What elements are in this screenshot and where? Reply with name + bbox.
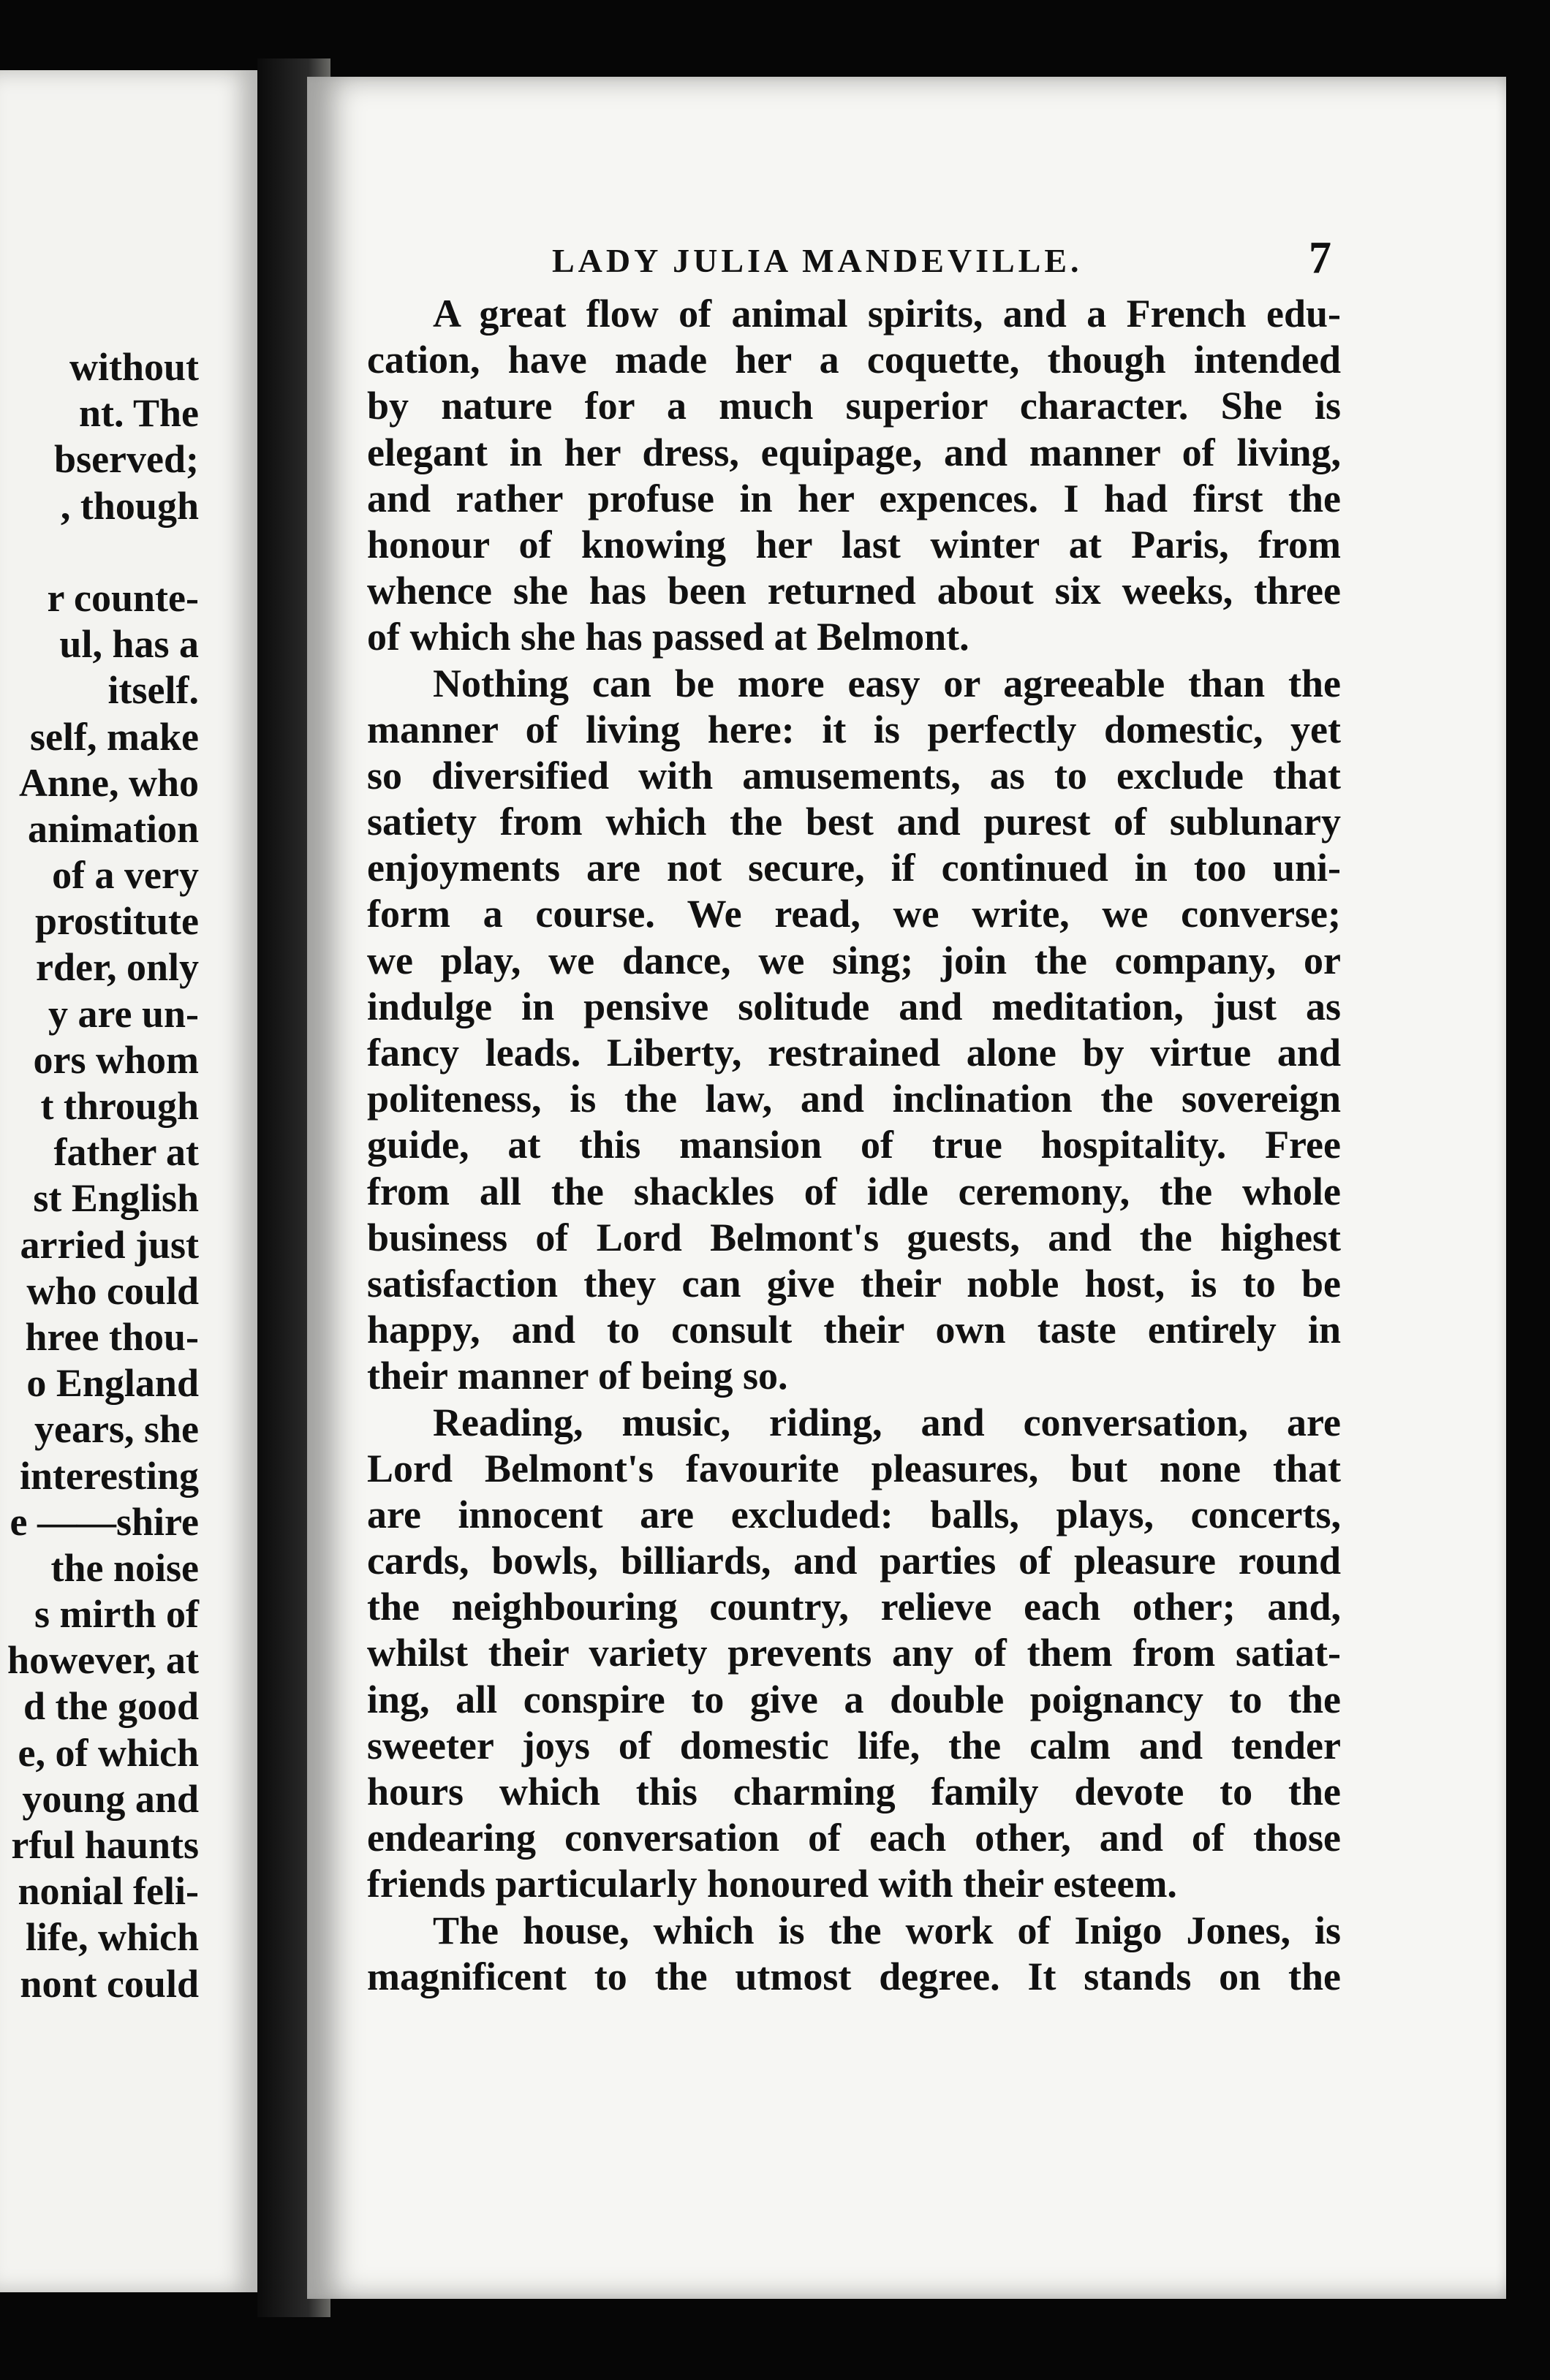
left-page-line: life, which (26, 1915, 199, 1960)
left-page-line: t through (40, 1084, 199, 1128)
left-page-line: nt. The (78, 391, 199, 436)
running-head: LADY JULIA MANDEVILLE. (552, 242, 1083, 279)
left-page-line: however, at (7, 1638, 199, 1683)
left-page-line: o England (26, 1361, 199, 1406)
left-page-line: e, of which (18, 1730, 199, 1775)
left-page-line: e ——shire (10, 1499, 199, 1544)
text-line: endearing conversation of each other, and of those (367, 1816, 1341, 1860)
text-line: The house, which is the work of Inigo Jones, is (433, 1908, 1341, 1952)
text-line: cation, have made her a coquette, though intended (367, 338, 1341, 382)
left-page-line: animation (27, 806, 199, 851)
text-line: manner of living here: it is perfectly domestic, yet (367, 707, 1341, 751)
text-line: politeness, is the law, and inclination the sovereign (367, 1077, 1341, 1121)
left-page-line: nont could (20, 1961, 199, 2006)
text-line: satiety from which the best and purest of sublunary (367, 800, 1341, 844)
left-page-line: years, she (34, 1407, 199, 1452)
left-page-line: s mirth of (34, 1592, 199, 1637)
text-line: Reading, music, riding, and conversation, are (433, 1400, 1341, 1444)
text-line: of which she has passed at Belmont. (367, 615, 969, 659)
text-line: the neighbouring country, relieve each other; and, (367, 1585, 1341, 1629)
left-page-line: of a very (52, 853, 199, 898)
text-line: by nature for a much superior character. She is (367, 384, 1341, 428)
left-page-line: father at (53, 1130, 199, 1175)
left-page-line: without (69, 345, 199, 389)
page-number: 7 (1309, 233, 1331, 283)
left-page-line: , though (60, 483, 199, 528)
left-page-line: y are un- (48, 991, 199, 1036)
left-page-line: hree thou- (25, 1314, 199, 1359)
text-line: business of Lord Belmont's guests, and the highest (367, 1215, 1341, 1259)
left-page-line: bserved; (54, 437, 199, 482)
left-page-line: ors whom (33, 1037, 199, 1082)
left-page-line: Anne, who (18, 760, 199, 805)
text-line: Nothing can be more easy or agreeable than the (433, 661, 1341, 705)
left-page-line: who could (26, 1268, 199, 1313)
left-page-line: prostitute (35, 899, 199, 944)
text-line: satisfaction they can give their noble host, is to be (367, 1261, 1341, 1305)
left-page-line: nonial feli- (18, 1869, 199, 1914)
left-page (0, 70, 257, 2292)
text-line: cards, bowls, billiards, and parties of pleasure round (367, 1539, 1341, 1583)
text-line: whilst their variety prevents any of them from satiat- (367, 1631, 1341, 1675)
text-line: indulge in pensive solitude and meditation, just as (367, 984, 1341, 1028)
left-page-line: arried just (20, 1222, 199, 1267)
text-line: happy, and to consult their own taste entirely in (367, 1308, 1341, 1352)
left-page-line: st English (33, 1176, 199, 1221)
text-line: honour of knowing her last winter at Paris, from (367, 522, 1341, 566)
paragraph (367, 661, 1341, 1400)
text-line: A great flow of animal spirits, and a French edu- (433, 292, 1341, 336)
left-page-line: rful haunts (11, 1823, 199, 1867)
text-line: ing, all conspire to give a double poignancy to the (367, 1677, 1341, 1721)
text-line: whence she has been returned about six weeks, three (367, 569, 1341, 613)
paragraph (367, 1400, 1341, 1908)
text-line: hours which this charming family devote to the (367, 1770, 1341, 1814)
left-page-line: ul, has a (59, 622, 199, 667)
text-line: sweeter joys of domestic life, the calm and tender (367, 1723, 1341, 1767)
left-page-line (1, 529, 199, 575)
text-line: fancy leads. Liberty, restrained alone by virtue and (367, 1031, 1341, 1075)
left-page-line: the noise (50, 1545, 199, 1590)
left-page-line: self, make (30, 714, 199, 759)
text-line: friends particularly honoured with their esteem. (367, 1862, 1177, 1906)
text-line: so diversified with amusements, as to exclude that (367, 753, 1341, 797)
left-page-line: rder, only (35, 945, 199, 990)
text-line: form a course. We read, we write, we converse; (367, 892, 1341, 936)
text-line: guide, at this mansion of true hospitality. Free (367, 1123, 1341, 1167)
left-page-line: itself. (107, 668, 199, 713)
text-line: their manner of being so. (367, 1354, 788, 1398)
text-line: are innocent are excluded: balls, plays, concerts, (367, 1492, 1341, 1536)
left-page-line: young and (22, 1776, 199, 1821)
text-line: from all the shackles of idle ceremony, the whole (367, 1169, 1341, 1213)
left-page-line: r counte- (47, 575, 199, 620)
text-line: Lord Belmont's favourite pleasures, but none that (367, 1446, 1341, 1490)
body-text (367, 291, 1341, 2000)
text-line: we play, we dance, we sing; join the company, or (367, 938, 1341, 982)
text-line: enjoyments are not secure, if continued in too uni- (367, 846, 1341, 890)
text-line: magnificent to the utmost degree. It stands on the (367, 1954, 1341, 1998)
left-page-text (1, 344, 199, 2007)
paragraph (367, 291, 1341, 661)
left-page-line: interesting (20, 1453, 199, 1498)
paragraph (367, 1908, 1341, 2000)
text-line: and rather profuse in her expences. I had first the (367, 476, 1341, 520)
text-line: elegant in her dress, equipage, and manner of living, (367, 430, 1341, 474)
left-page-line: d the good (23, 1684, 199, 1729)
